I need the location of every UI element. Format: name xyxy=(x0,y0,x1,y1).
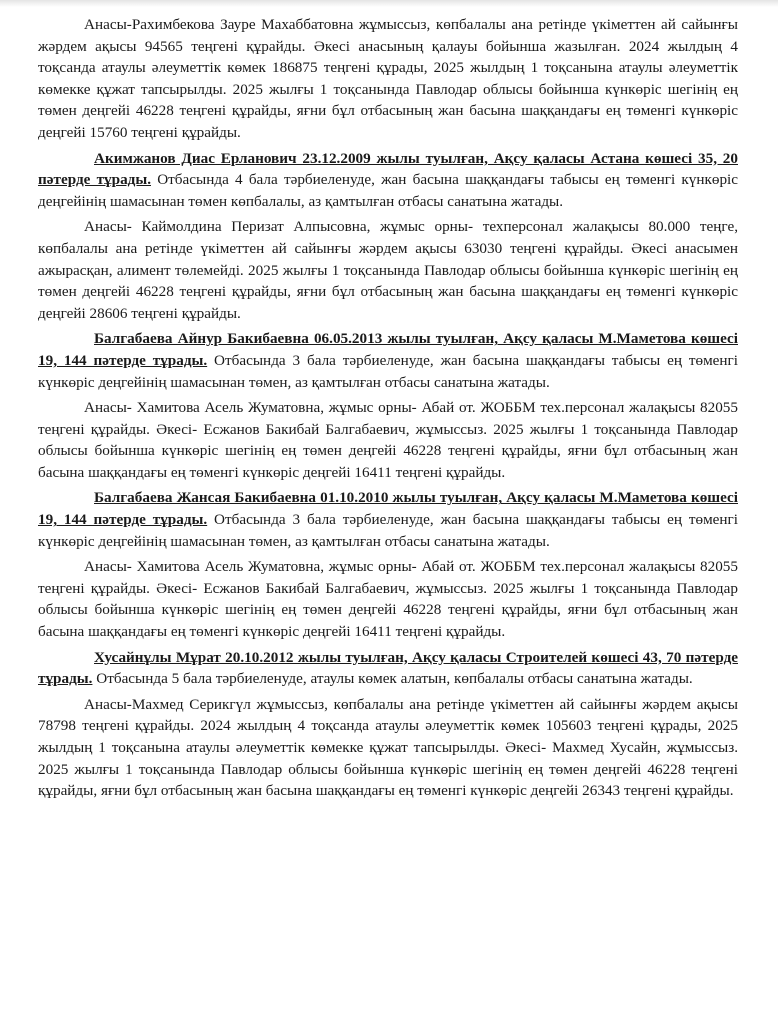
child-3-family-text: Отбасында 3 бала тәрбиеленуде, жан басына шаққандағы табысы ең төменгі күнкөріс деңгейінің шамасынан төмен, аз қамтылған отбасы санатына жатады. xyxy=(38,511,738,550)
scan-edge xyxy=(0,0,778,7)
paragraph-mother-4: Анасы- Хамитова Асель Жуматовна, жұмыс орны- Абай от. ЖОББМ тех.персонал жалақысы 82055 теңгені құрайды. Әкесі- Есжанов Бакибай Балгабаевич, жұмыссыз. 2025 жылғы 1 тоқсанында Павлодар облысы бойынша күнкөріс шегінің ең төмен деңгейі 46228 теңгені құрайды, яғни бұл отбасының жан басына шаққандағы ең төменгі күнкөріс деңгейі 16411 теңгені құрайды. xyxy=(38,558,738,641)
paragraph-child-1 xyxy=(38,148,738,213)
paragraph-mother-3: Анасы- Хамитова Асель Жуматовна, жұмыс орны- Абай от. ЖОББМ тех.персонал жалақысы 82055 теңгені құрайды. Әкесі- Есжанов Бакибай Балгабаевич, жұмыссыз. 2025 жылғы 1 тоқсанында Павлодар облысы бойынша күнкөріс шегінің ең төмен деңгейі 46228 теңгені құрайды, яғни бұл отбасының жан басына шаққандағы ең төменгі күнкөріс деңгейі 16411 теңгені құрайды. xyxy=(38,399,738,481)
paragraph-child-2 xyxy=(38,328,738,393)
paragraph-mother-5: Анасы-Махмед Серикгүл жұмыссыз, көпбалалы ана ретінде үкіметтен ай сайынғы жәрдем ақысы 78798 теңгені құрайды. 2024 жылдың 4 тоқсанда атаулы әлеуметтік көмек 105603 теңгені құрады, 2025 жылдың 1 тоқсанына атаулы әлеуметтік көмекке құжат тапсырылды. Әкесі- Махмед Хусайн, жұмыссыз. 2025 жылғы 1 тоқсанында Павлодар облысы бойынша күнкөріс шегінің ең төмен деңгейі 46228 теңгені құрайды, яғни бұл отбасының жан басына шаққандағы ең төменгі күнкөріс деңгейі 26343 теңгені құрайды. xyxy=(38,695,738,800)
child-3-header: Балгабаева Жансая Бакибаевна 01.10.2010 жылы туылған, Ақсу қаласы М.Маметова көшесі 19, 144 пәтерде тұрады. xyxy=(38,489,738,529)
paragraph-mother-1: Анасы-Рахимбекова Зауре Махаббатовна жұмыссыз, көпбалалы ана ретінде үкіметтен ай сайынғы жәрдем ақысы 94565 теңгені құрайды. Әкесі анасының қалауы бойынша жазылған. 2024 жылдың 4 тоқсанда атаулы әлеуметтік көмек 186875 теңгені құрады, 2025 жылдың 1 тоқсанына атаулы әлеуметтік көмекке құжат тапсырылды. 2025 жылғы 1 тоқсанында Павлодар облысы бойынша күнкөріс шегінің ең төмен деңгейі 46228 теңгені құрайды, яғни бұл отбасының жан басына шаққандағы ең төменгі күнкөріс деңгейі 15760 теңгені құрайды. xyxy=(38,16,738,141)
child-2-header: Балгабаева Айнур Бакибаевна 06.05.2013 жылы туылған, Ақсу қаласы М.Маметова көшесі 19, 144 пәтерде тұрады. xyxy=(38,330,738,369)
child-1-family-text: Отбасында 4 бала тәрбиеленуде, жан басына шаққандағы табысы ең төменгі күнкөріс деңгейінің шамасынан төмен көпбалалы, аз қамтылған отбасы санатына жатады. xyxy=(38,171,738,210)
child-2-family-text: Отбасында 3 бала тәрбиеленуде, жан басына шаққандағы табысы ең төменгі күнкөріс деңгейінің шамасынан төмен, аз қамтылған отбасы санатына жатады. xyxy=(38,351,738,391)
paragraph-mother-2: Анасы- Каймолдина Перизат Алпысовна, жұмыс орны- техперсонал жалақысы 80.000 теңге, көпбалалы ана ретінде үкіметтен ай сайынғы жәрдем ақысы 63030 теңгені құрайды. Әкесі анасымен ажырасқан, алимент төлемейді. 2025 жылғы 1 тоқсанында Павлодар облысы бойынша күнкөріс шегінің ең төмен деңгейі 46228 теңгені құрайды, яғни бұл отбасының жан басына шаққандағы ең төменгі күнкөріс деңгейі 28606 теңгені құрайды. xyxy=(38,218,738,322)
child-1-header: Акимжанов Диас Ерланович 23.12.2009 жылы туылған, Ақсу қаласы Астана көшесі 35, 20 пәтерде тұрады. xyxy=(38,149,738,189)
child-4-family-text: Отбасында 5 бала тәрбиеленуде, атаулы көмек алатын, көпбалалы отбасы санатына жатады. xyxy=(92,670,693,688)
paragraph-child-4 xyxy=(38,647,738,690)
child-4-header: Хусайнұлы Мұрат 20.10.2012 жылы туылған, Ақсу қаласы Строителей көшесі 43, 70 пәтерде тұрады. xyxy=(38,648,738,688)
paragraph-child-3 xyxy=(38,487,738,552)
